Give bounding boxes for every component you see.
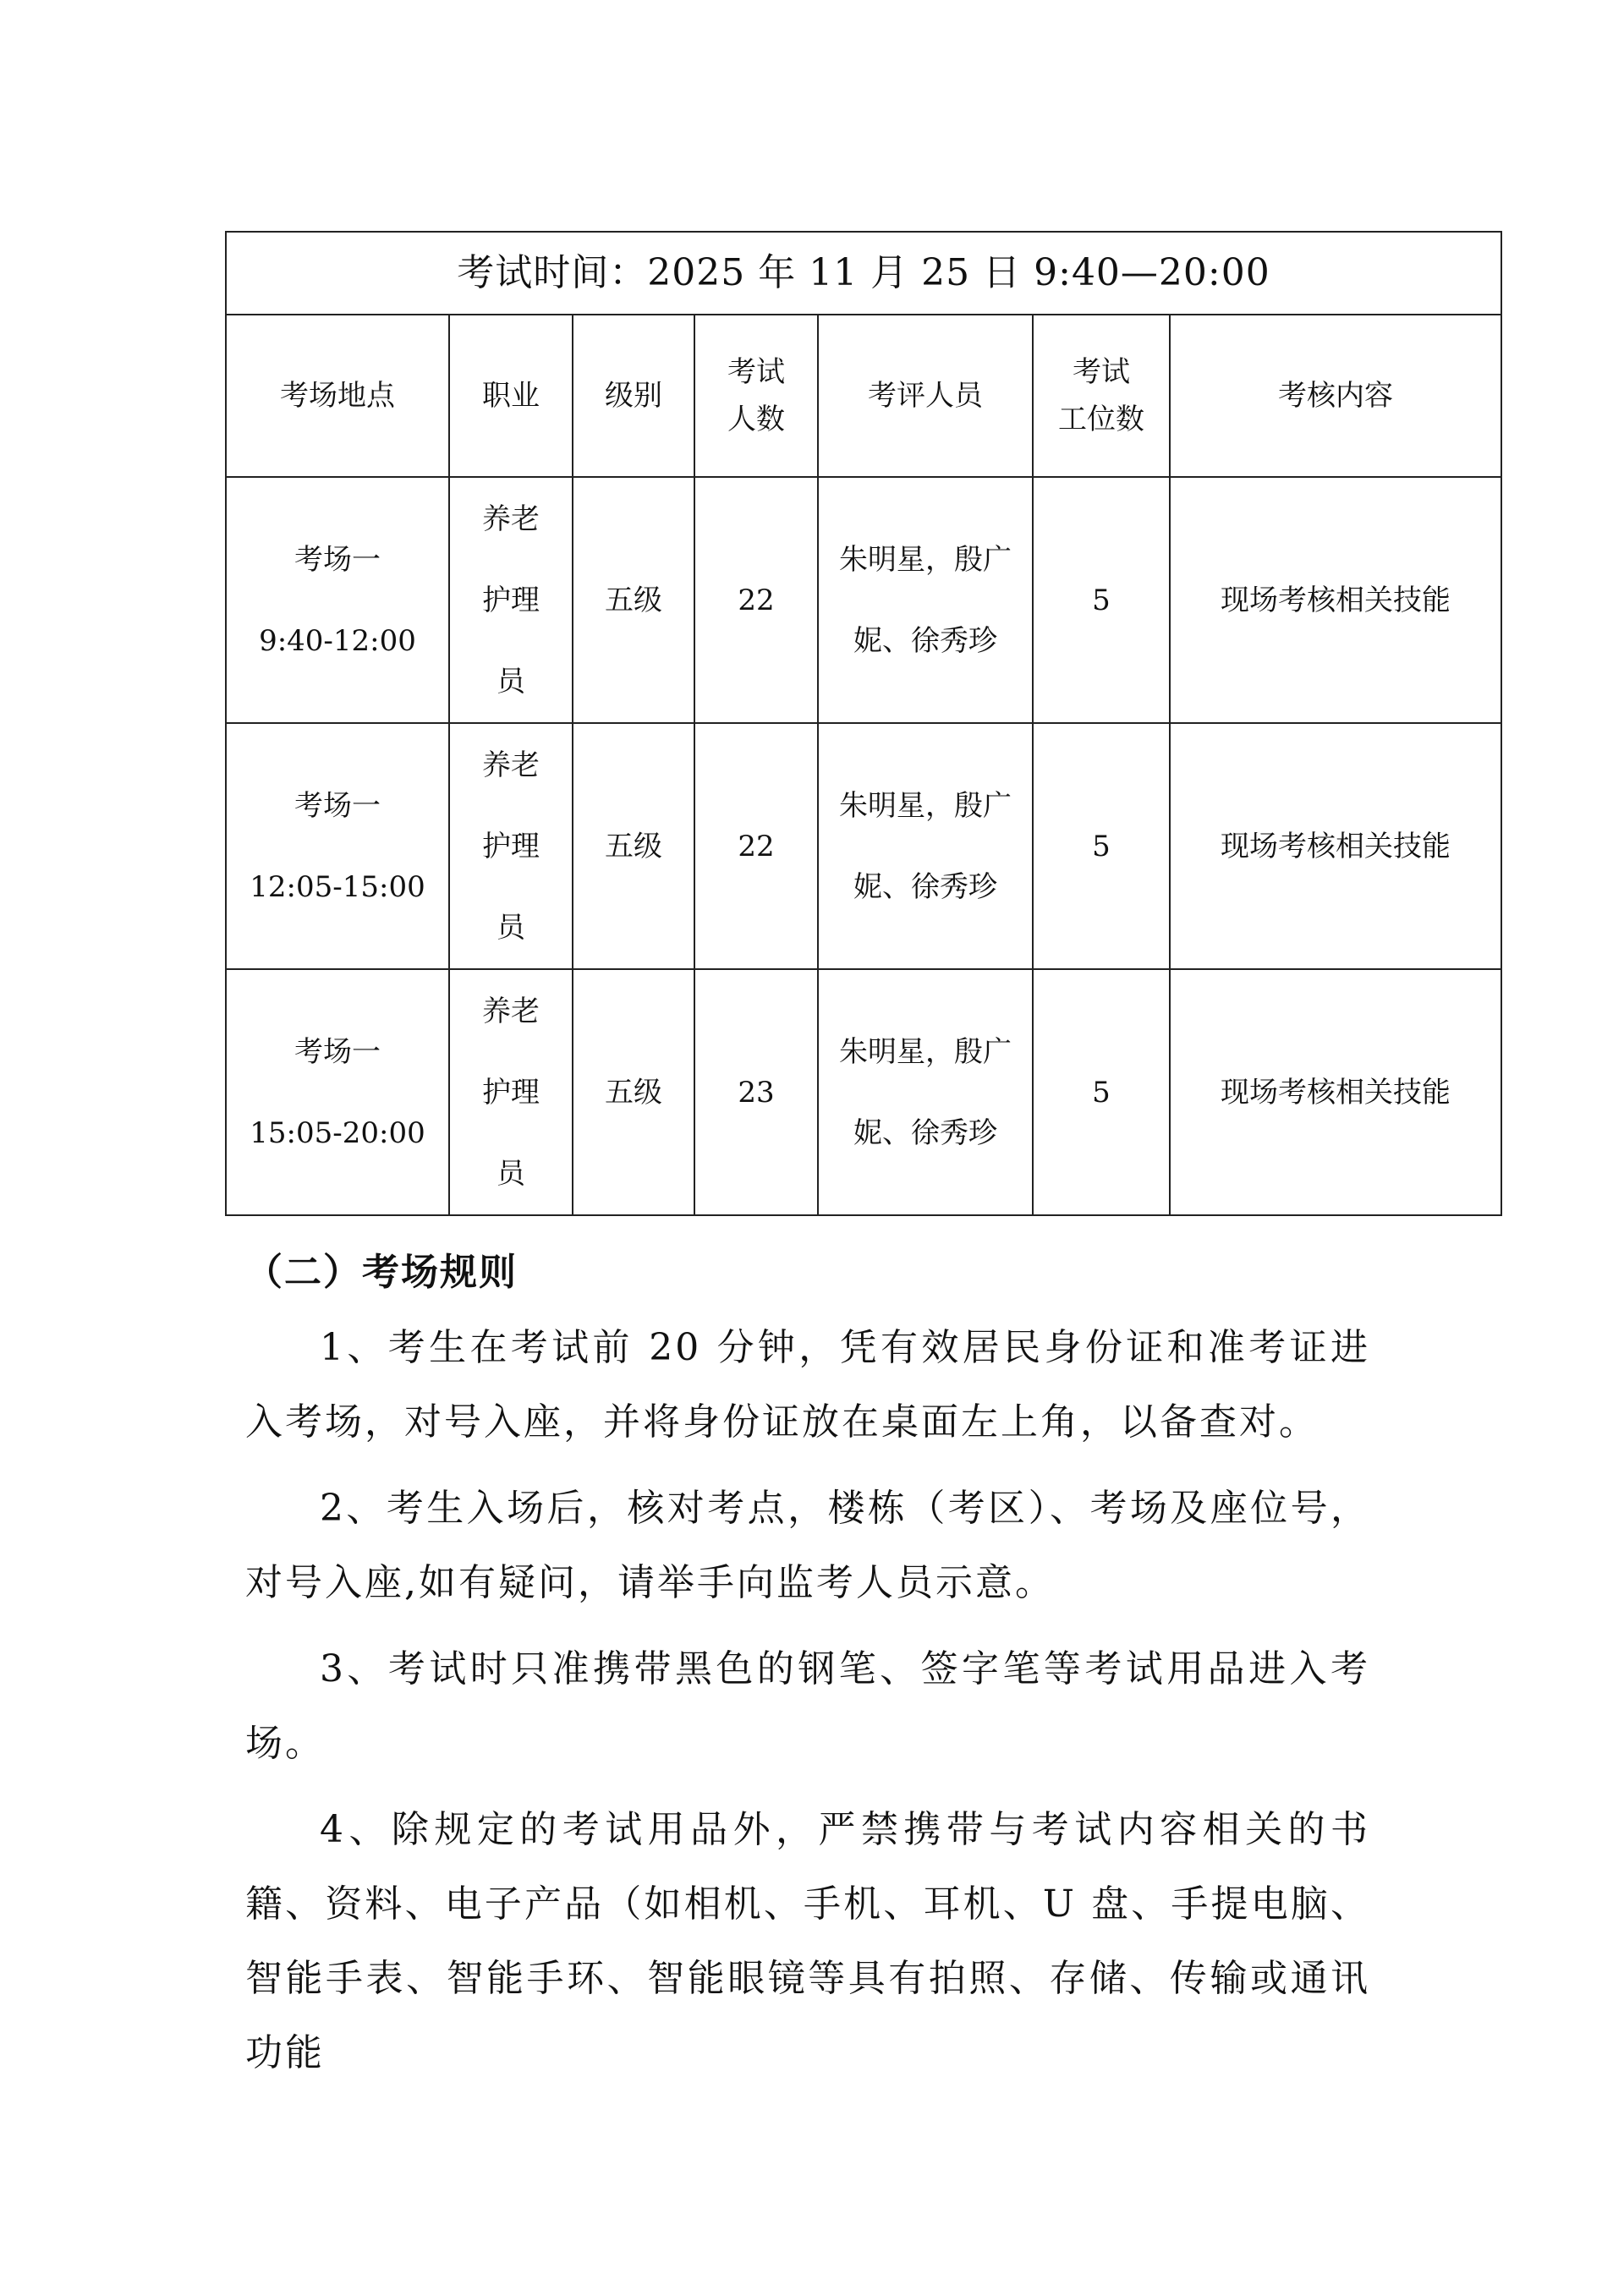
cell-stations: 5 [1033, 477, 1170, 723]
cell-occupation [449, 969, 573, 1215]
table-row [226, 477, 1501, 723]
cell-examiners [818, 969, 1033, 1215]
cell-time: 12:05-15:00 [250, 869, 425, 904]
cell-stations: 5 [1033, 969, 1170, 1215]
cell-room: 考场一 [294, 1034, 381, 1069]
header-count-line1: 考试 [727, 355, 785, 389]
header-stations-line2: 工位数 [1058, 403, 1144, 436]
rule-paragraph-1: 1、考生在考试前 20 分钟，凭有效居民身份证和准考证进入考场，对号入座，并将身份证放在桌面左上角，以备查对。 [245, 1326, 1370, 1444]
table-title-row [226, 232, 1501, 315]
cell-content: 现场考核相关技能 [1170, 723, 1501, 969]
cell-time: 9:40-12:00 [259, 623, 416, 658]
exam-schedule-table [225, 231, 1502, 1216]
header-count-line2: 人数 [727, 403, 785, 436]
cell-content: 现场考核相关技能 [1170, 969, 1501, 1215]
cell-occupation-text: 养老 护理 员 [482, 501, 540, 699]
cell-level: 五级 [573, 969, 694, 1215]
cell-examiners-text: 朱明星，殷广 妮、徐秀珍 [839, 788, 1012, 904]
rule-paragraph-4: 4、除规定的考试用品外，严禁携带与考试内容相关的书籍、资料、电子产品（如相机、手机、耳机、U 盘、手提电脑、智能手表、智能手环、智能眼镜等具有拍照、存储、传输或通讯功能 [245, 1808, 1370, 2074]
cell-count: 23 [694, 969, 818, 1215]
header-content: 考核内容 [1170, 315, 1501, 477]
table-row [226, 723, 1501, 969]
header-location: 考场地点 [226, 315, 449, 477]
exam-time-title: 考试时间：2025 年 11 月 25 日 9:40—20:00 [226, 232, 1501, 315]
header-stations-line1: 考试 [1073, 355, 1130, 389]
section-heading-exam-rules: （二）考场规则 [245, 1251, 518, 1294]
cell-occupation-text: 养老 护理 员 [482, 994, 540, 1191]
header-occupation: 职业 [449, 315, 573, 477]
cell-location [226, 477, 449, 723]
cell-level: 五级 [573, 723, 694, 969]
cell-content: 现场考核相关技能 [1170, 477, 1501, 723]
cell-room: 考场一 [294, 542, 381, 577]
cell-room: 考场一 [294, 788, 381, 823]
cell-occupation-text: 养老 护理 员 [482, 748, 540, 945]
rule-paragraph-2: 2、考生入场后，核对考点，楼栋（考区）、考场及座位号，对号入座,如有疑问，请举手向监考人员示意。 [245, 1487, 1370, 1604]
header-examiners: 考评人员 [818, 315, 1033, 477]
cell-occupation [449, 723, 573, 969]
cell-examiners [818, 477, 1033, 723]
cell-location [226, 969, 449, 1215]
cell-count: 22 [694, 477, 818, 723]
cell-occupation [449, 477, 573, 723]
table-header-row [226, 315, 1501, 477]
table-row [226, 969, 1501, 1215]
cell-count: 22 [694, 723, 818, 969]
cell-stations: 5 [1033, 723, 1170, 969]
cell-examiners-text: 朱明星，殷广 妮、徐秀珍 [839, 1034, 1012, 1150]
cell-level: 五级 [573, 477, 694, 723]
cell-examiners [818, 723, 1033, 969]
cell-location [226, 723, 449, 969]
cell-time: 15:05-20:00 [250, 1115, 425, 1150]
header-level: 级别 [573, 315, 694, 477]
cell-examiners-text: 朱明星，殷广 妮、徐秀珍 [839, 542, 1012, 658]
header-count [694, 315, 818, 477]
header-stations [1033, 315, 1170, 477]
rule-paragraph-3: 3、考试时只准携带黑色的钢笔、签字笔等考试用品进入考场。 [245, 1647, 1370, 1765]
